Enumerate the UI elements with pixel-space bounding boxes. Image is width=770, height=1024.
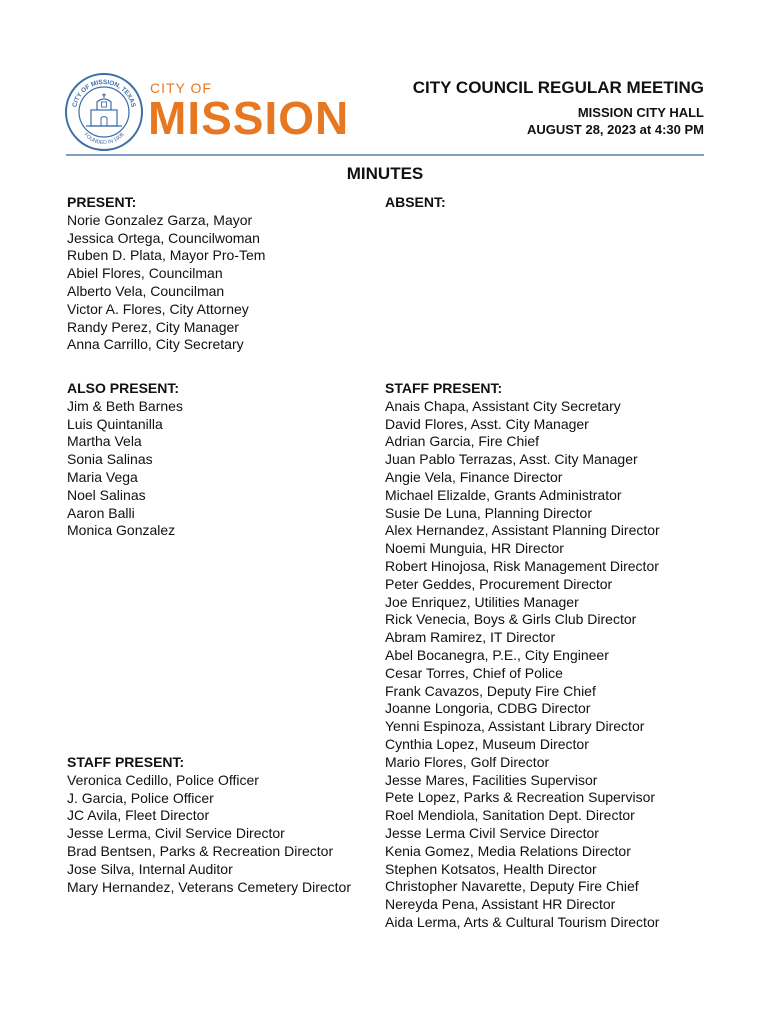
present-section	[67, 194, 265, 354]
attendee-line: Randy Perez, City Manager	[67, 318, 239, 335]
attendee-line: Maria Vega	[67, 468, 138, 485]
attendee-line: Pete Lopez, Parks & Recreation Supervisor	[385, 789, 656, 806]
city-seal-logo	[64, 72, 144, 152]
minutes-title: MINUTES	[346, 164, 424, 183]
absent-heading: ABSENT:	[385, 194, 446, 210]
attendee-line: Brad Bentsen, Parks & Recreation Director	[67, 842, 334, 859]
attendee-line: Aida Lerma, Arts & Cultural Tourism Director	[385, 913, 660, 930]
attendee-line: Roel Mendiola, Sanitation Dept. Director	[385, 807, 635, 824]
attendee-line: Martha Vela	[67, 433, 142, 450]
attendee-line: Victor A. Flores, City Attorney	[67, 300, 249, 317]
attendee-line: Juan Pablo Terrazas, Asst. City Manager	[385, 451, 638, 468]
attendee-line: Robert Hinojosa, Risk Management Director	[385, 557, 659, 574]
attendee-line: Nereyda Pena, Assistant HR Director	[385, 896, 616, 913]
attendee-line: Anna Carrillo, City Secretary	[67, 336, 244, 353]
staff-present-section-right	[385, 380, 660, 932]
attendee-line: Luis Quintanilla	[67, 415, 163, 432]
also-present-heading: ALSO PRESENT:	[67, 380, 180, 396]
attendee-line: Adrian Garcia, Fire Chief	[385, 433, 540, 450]
attendee-line: Peter Geddes, Procurement Director	[385, 575, 613, 592]
attendee-line: Jessica Ortega, Councilwoman	[67, 229, 260, 246]
attendee-line: Frank Cavazos, Deputy Fire Chief	[385, 682, 596, 699]
meeting-title: CITY COUNCIL REGULAR MEETING	[412, 78, 704, 97]
attendee-line: Jesse Lerma, Civil Service Director	[67, 825, 285, 842]
meeting-info	[413, 78, 704, 138]
present-heading: PRESENT:	[67, 194, 137, 210]
svg-text:FOUNDED IN 1908: FOUNDED IN 1908	[82, 131, 126, 147]
attendee-line: Cynthia Lopez, Museum Director	[385, 735, 589, 752]
attendee-line: David Flores, Asst. City Manager	[385, 415, 589, 432]
attendee-line: Susie De Luna, Planning Director	[385, 504, 593, 521]
attendee-line: Christopher Navarette, Deputy Fire Chief	[385, 878, 639, 895]
attendee-line: Joanne Longoria, CDBG Director	[385, 700, 591, 717]
attendee-line: Angie Vela, Finance Director	[385, 468, 563, 485]
attendee-line: Jim & Beth Barnes	[67, 397, 183, 414]
attendee-line: Rick Venecia, Boys & Girls Club Director	[385, 611, 637, 628]
svg-text:CITY OF MISSION, TEXAS: CITY OF MISSION, TEXAS	[71, 78, 137, 109]
meeting-datetime: AUGUST 28, 2023 at 4:30 PM	[526, 122, 704, 137]
attendee-line: JC Avila, Fleet Director	[67, 807, 210, 824]
staff-present-section-left	[67, 754, 351, 896]
attendee-line: Mario Flores, Golf Director	[385, 753, 550, 770]
attendee-line: Abel Bocanegra, P.E., City Engineer	[385, 646, 609, 663]
attendee-line: Veronica Cedillo, Police Officer	[67, 771, 259, 788]
attendee-line: Alex Hernandez, Assistant Planning Director	[385, 522, 660, 539]
logo-city-of-text: CITY OF	[150, 80, 212, 96]
attendee-line: Kenia Gomez, Media Relations Director	[385, 842, 631, 859]
attendee-line: Yenni Espinoza, Assistant Library Director	[385, 718, 645, 735]
staff-present-heading-left: STAFF PRESENT:	[67, 754, 185, 770]
attendee-line: Jose Silva, Internal Auditor	[67, 860, 233, 877]
attendee-line: Ruben D. Plata, Mayor Pro-Tem	[67, 247, 266, 264]
attendee-line: Michael Elizalde, Grants Administrator	[385, 486, 622, 503]
also-present-section	[67, 380, 183, 540]
attendee-line: Noemi Munguia, HR Director	[385, 540, 564, 557]
attendee-line: Noel Salinas	[67, 486, 146, 503]
attendee-line: Monica Gonzalez	[67, 522, 176, 539]
attendee-line: J. Garcia, Police Officer	[67, 789, 214, 806]
attendee-line: Abiel Flores, Councilman	[67, 265, 223, 282]
attendee-line: Alberto Vela, Councilman	[67, 282, 225, 299]
attendee-line: Joe Enriquez, Utilities Manager	[385, 593, 579, 610]
attendee-line: Jesse Mares, Facilities Supervisor	[385, 771, 598, 788]
attendee-line: Anais Chapa, Assistant City Secretary	[385, 397, 621, 414]
attendee-line: Stephen Kotsatos, Health Director	[385, 860, 597, 877]
document-header	[62, 66, 704, 152]
header-divider	[66, 154, 704, 156]
attendee-line: Abram Ramirez, IT Director	[385, 629, 556, 646]
attendee-line: Mary Hernandez, Veterans Cemetery Director	[67, 878, 351, 895]
meeting-location: MISSION CITY HALL	[577, 105, 704, 120]
attendee-line: Jesse Lerma Civil Service Director	[385, 824, 599, 841]
attendee-line: Cesar Torres, Chief of Police	[385, 664, 563, 681]
attendee-line: Sonia Salinas	[67, 451, 153, 468]
logo-mission-text: MISSION	[148, 92, 350, 144]
attendee-line: Aaron Balli	[67, 504, 135, 521]
absent-section	[385, 194, 446, 212]
attendee-line: Norie Gonzalez Garza, Mayor	[67, 211, 253, 228]
staff-present-heading-right: STAFF PRESENT:	[385, 380, 503, 396]
